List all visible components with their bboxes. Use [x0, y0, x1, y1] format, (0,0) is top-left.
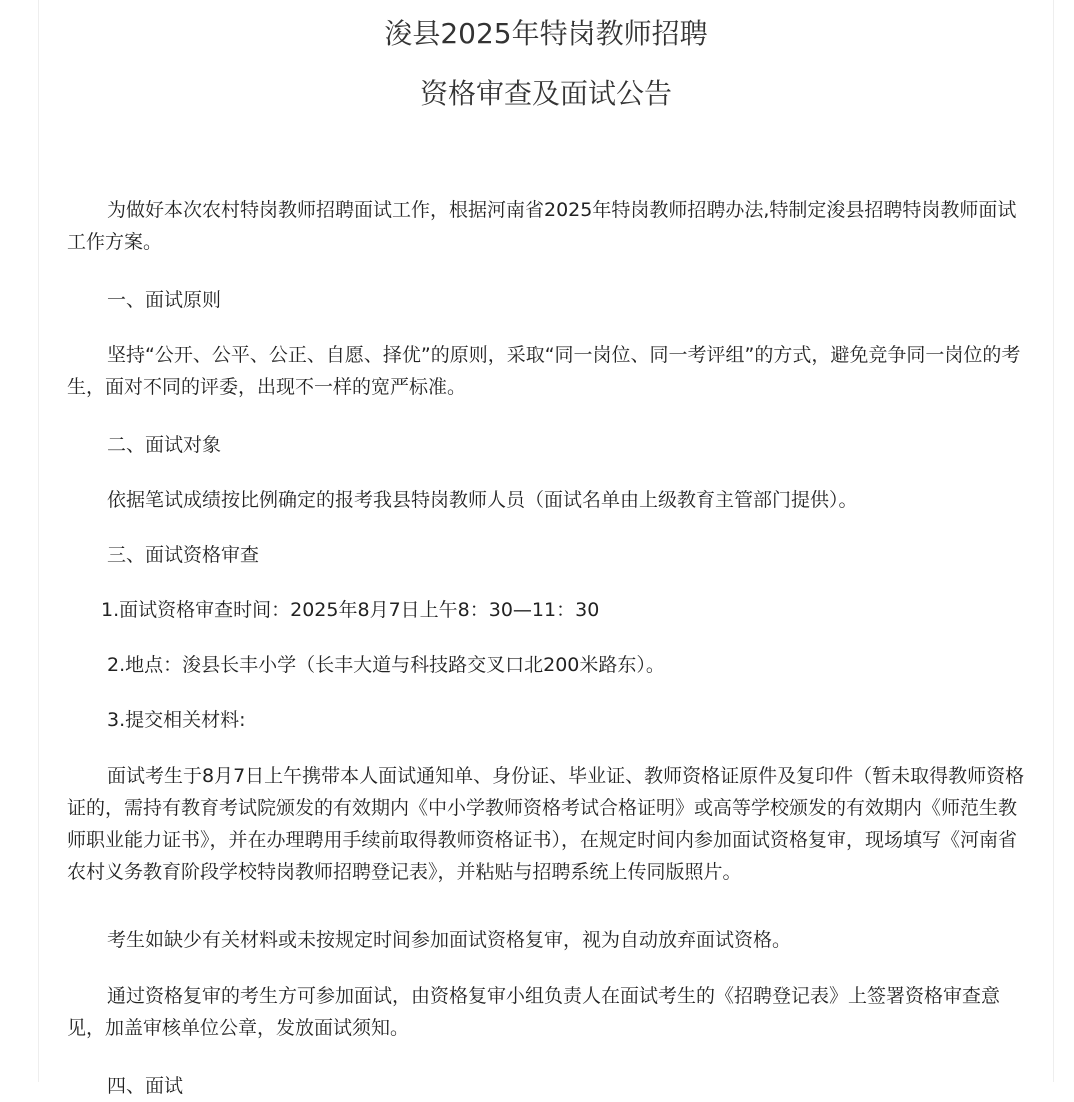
- section2-heading: 二、面试对象: [107, 434, 222, 456]
- section3-item1: 1.面试资格审查时间：2025年8月7日上午8：30—11：30: [101, 599, 600, 621]
- document-title-line1: 浚县2025年特岗教师招聘: [384, 17, 708, 50]
- pass-paragraph: 通过资格复审的考生方可参加面试，由资格复审小组负责人在面试考生的《招聘登记表》上签署资格审查意见，加盖审核单位公章，发放面试须知。: [67, 985, 1001, 1039]
- absent-paragraph: 考生如缺少有关材料或未按规定时间参加面试资格复审，视为自动放弃面试资格。: [107, 929, 792, 951]
- document-page: [38, 0, 1054, 1097]
- section3-heading: 三、面试资格审查: [107, 544, 260, 566]
- section1-paragraph: 坚持“公开、公平、公正、自愿、择优”的原则，采取“同一岗位、同一考评组”的方式，避免竞争同一岗位的考生，面对不同的评委，出现不一样的宽严标准。: [67, 344, 1021, 398]
- section3-item3: 3.提交相关材料:: [107, 709, 246, 731]
- section2-paragraph: 依据笔试成绩按比例确定的报考我县特岗教师人员（面试名单由上级教育主管部门提供）。: [107, 489, 858, 511]
- section3-item2: 2.地点：浚县长丰小学（长丰大道与科技路交叉口北200米路东）。: [107, 654, 665, 676]
- intro-paragraph: 为做好本次农村特岗教师招聘面试工作，根据河南省2025年特岗教师招聘办法,特制定浚县招聘特岗教师面试工作方案。: [67, 199, 1017, 253]
- section1-heading: 一、面试原则: [107, 289, 222, 311]
- document-title-line2: 资格审查及面试公告: [419, 77, 672, 110]
- materials-paragraph: 面试考生于8月7日上午携带本人面试通知单、身份证、毕业证、教师资格证原件及复印件（暂未取得教师资格证的，需持有教育考试院颁发的有效期内《中小学教师资格考试合格证明》或高等学校颁发的有效期内《师范生教师职业能力证书》，并在办理聘用手续前取得教师资格证书），在规定时间内参加面试资格复审，现场填写《河南省农村义务教育阶段学校特岗教师招聘登记表》，并粘贴与招聘系统上传同版照片。: [67, 765, 1025, 883]
- section4-heading: 四、面试: [107, 1075, 184, 1097]
